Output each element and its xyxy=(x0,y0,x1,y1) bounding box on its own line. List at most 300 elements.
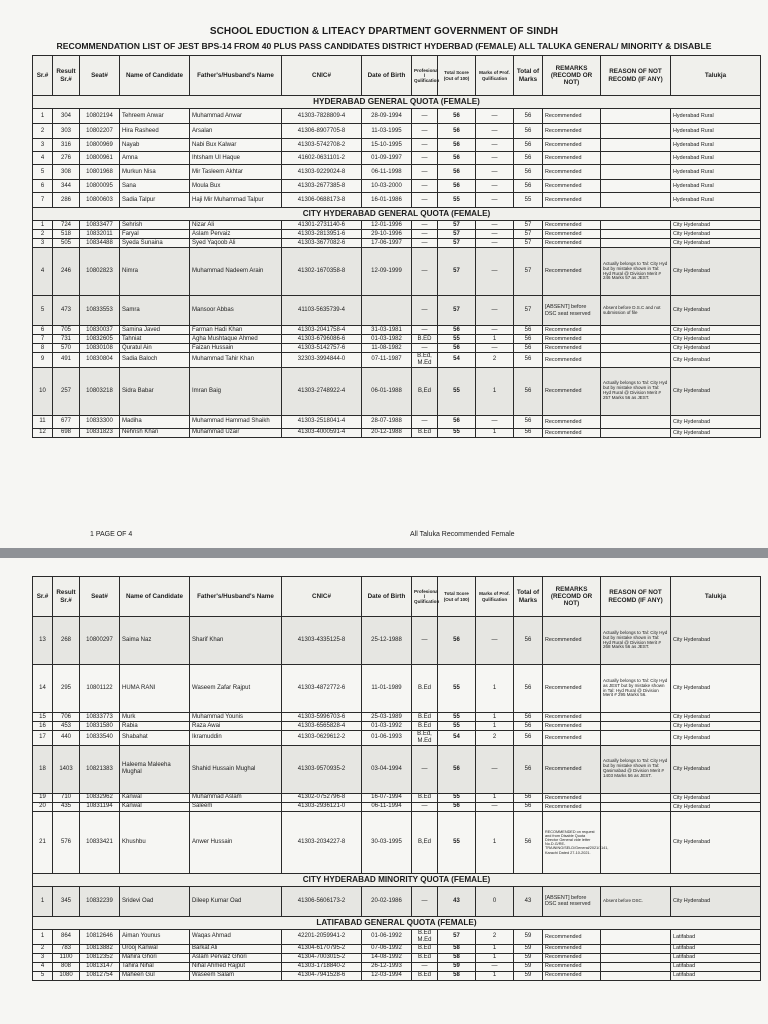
row-taluka: City Hyderabad xyxy=(671,326,761,335)
row-candidate-name: Samra xyxy=(120,296,190,326)
row-reason xyxy=(601,326,671,335)
row-reason xyxy=(601,124,671,139)
row-remarks: Recommended xyxy=(543,617,601,665)
row-father-name: Faizan Hussain xyxy=(190,344,282,353)
section-header-row xyxy=(33,873,761,886)
row-seat: 10802207 xyxy=(80,124,120,139)
row-dob: 17-06-1997 xyxy=(362,239,412,248)
table-row xyxy=(33,811,761,873)
col-taluka: Talukja xyxy=(671,577,761,617)
row-prof-marks: 1 xyxy=(476,713,514,722)
row-prof-qualification: — xyxy=(412,745,438,793)
col-total-score: Total Score (Out of 100) xyxy=(438,56,476,96)
table-row xyxy=(33,344,761,353)
row-reason xyxy=(601,152,671,165)
row-seat: 10813147 xyxy=(80,962,120,971)
row-candidate-name: Madiha xyxy=(120,415,190,428)
row-total-marks: 59 xyxy=(514,953,543,962)
row-cnic: 41303-6796086-6 xyxy=(282,335,362,344)
row-father-name: Mir Tasleem Akhtar xyxy=(190,165,282,180)
row-father-name: Sharif Khan xyxy=(190,617,282,665)
row-result-sr: 491 xyxy=(53,353,80,368)
row-seat: 10833477 xyxy=(80,221,120,230)
row-father-name: Nizar Ali xyxy=(190,221,282,230)
row-total-score: 56 xyxy=(438,344,476,353)
row-prof-qualification: B.Ed xyxy=(412,428,438,437)
row-total-marks: 56 xyxy=(514,180,543,193)
table-row xyxy=(33,221,761,230)
row-dob xyxy=(362,296,412,326)
row-remarks: Recommended xyxy=(543,802,601,811)
recommendation-table-page-1 xyxy=(32,55,761,438)
row-seat: 10830804 xyxy=(80,353,120,368)
page-number: 1 PAGE OF 4 xyxy=(90,531,133,538)
row-sr: 2 xyxy=(33,944,53,953)
row-total-marks: 57 xyxy=(514,239,543,248)
col-seat: Seat# xyxy=(80,56,120,96)
row-seat: 10801968 xyxy=(80,165,120,180)
row-reason xyxy=(601,713,671,722)
row-total-marks: 56 xyxy=(514,731,543,746)
row-seat: 10832962 xyxy=(80,793,120,802)
table-row xyxy=(33,248,761,296)
row-total-score: 58 xyxy=(438,971,476,980)
row-seat: 10812754 xyxy=(80,971,120,980)
row-result-sr: 435 xyxy=(53,802,80,811)
row-prof-marks: — xyxy=(476,326,514,335)
row-cnic: 41304-6170795-2 xyxy=(282,944,362,953)
row-candidate-name: Tahniat xyxy=(120,335,190,344)
row-total-marks: 57 xyxy=(514,230,543,239)
table-row xyxy=(33,165,761,180)
row-cnic: 41303-4872772-6 xyxy=(282,665,362,713)
row-reason: Actually belongs to Tal: City Hyd but by mistake shown in Tal: Hyd Rural @ Division Merit # 246 Marks 57 as JEST. xyxy=(601,248,671,296)
row-sr: 2 xyxy=(33,124,53,139)
row-seat: 10813882 xyxy=(80,944,120,953)
row-sr: 2 xyxy=(33,230,53,239)
row-father-name: Muhammad Nadeem Arain xyxy=(190,248,282,296)
row-candidate-name: Nehrish Khan xyxy=(120,428,190,437)
table-header-row xyxy=(33,577,761,617)
row-father-name: Dileep Kumar Oad xyxy=(190,886,282,916)
row-result-sr: 303 xyxy=(53,124,80,139)
col-dob: Date of Birth xyxy=(362,577,412,617)
row-seat: 10833300 xyxy=(80,415,120,428)
row-dob: 31-03-1981 xyxy=(362,326,412,335)
col-cnic: CNIC# xyxy=(282,56,362,96)
row-prof-qualification: — xyxy=(412,326,438,335)
row-father-name: Farman Hadi Khan xyxy=(190,326,282,335)
row-prof-marks: 1 xyxy=(476,793,514,802)
row-dob: 16-07-1994 xyxy=(362,793,412,802)
row-prof-qualification: — xyxy=(412,248,438,296)
row-dob: 01-09-1997 xyxy=(362,152,412,165)
row-prof-marks: 1 xyxy=(476,335,514,344)
row-candidate-name: Syeda Sunaina xyxy=(120,239,190,248)
row-total-score: 55 xyxy=(438,428,476,437)
section-title: LATIFABAD GENERAL QUOTA (FEMALE) xyxy=(33,916,761,929)
row-reason xyxy=(601,180,671,193)
row-candidate-name: Haleema Maleeha Mughal xyxy=(120,745,190,793)
row-taluka: Hyderabad Rural xyxy=(671,165,761,180)
row-taluka: City Hyderabad xyxy=(671,731,761,746)
row-seat: 10832011 xyxy=(80,230,120,239)
row-prof-marks: 1 xyxy=(476,367,514,415)
row-prof-qualification: — xyxy=(412,962,438,971)
row-sr: 17 xyxy=(33,731,53,746)
row-taluka: City Hyderabad xyxy=(671,713,761,722)
row-prof-marks: 1 xyxy=(476,665,514,713)
row-sr: 7 xyxy=(33,335,53,344)
row-remarks: Recommended xyxy=(543,713,601,722)
row-prof-qualification: B,Ed xyxy=(412,367,438,415)
row-father-name: Anwer Hussain xyxy=(190,811,282,873)
row-dob: 11-01-1989 xyxy=(362,665,412,713)
row-prof-qualification: — xyxy=(412,109,438,124)
row-father-name: Moula Bux xyxy=(190,180,282,193)
row-sr: 16 xyxy=(33,722,53,731)
row-remarks: Recommended xyxy=(543,239,601,248)
row-remarks: Recommended xyxy=(543,929,601,944)
row-prof-marks: — xyxy=(476,152,514,165)
row-cnic: 41103-5635739-4 xyxy=(282,296,362,326)
row-sr: 9 xyxy=(33,353,53,368)
row-reason: Actually belongs to Tal: City Hyd but by mistake shown in Tal: Hyd Rural @ Division Merit # 268 Marks 56 as JEST. xyxy=(601,617,671,665)
row-cnic: 32303-3994844-0 xyxy=(282,353,362,368)
row-cnic: 41303-6565828-4 xyxy=(282,722,362,731)
row-candidate-name: Kanwal xyxy=(120,793,190,802)
row-father-name: Agha Mushtaque Ahmed xyxy=(190,335,282,344)
col-seat: Seat# xyxy=(80,577,120,617)
section-header-row xyxy=(33,208,761,221)
row-taluka: City Hyderabad xyxy=(671,802,761,811)
table-row xyxy=(33,152,761,165)
row-remarks: Recommended xyxy=(543,665,601,713)
row-dob: 12-09-1999 xyxy=(362,248,412,296)
table-row xyxy=(33,109,761,124)
row-prof-marks: — xyxy=(476,296,514,326)
row-seat: 10803218 xyxy=(80,367,120,415)
row-prof-marks: 2 xyxy=(476,929,514,944)
row-seat: 10802194 xyxy=(80,109,120,124)
row-candidate-name: Hira Rasheed xyxy=(120,124,190,139)
row-prof-marks: 1 xyxy=(476,722,514,731)
row-prof-marks: 2 xyxy=(476,353,514,368)
row-total-score: 55 xyxy=(438,193,476,208)
row-prof-marks: — xyxy=(476,415,514,428)
row-remarks: Recommended xyxy=(543,124,601,139)
row-seat: 10800969 xyxy=(80,139,120,152)
row-sr: 4 xyxy=(33,962,53,971)
row-remarks: Recommended xyxy=(543,722,601,731)
row-remarks: Recommended xyxy=(543,230,601,239)
row-total-score: 56 xyxy=(438,617,476,665)
row-taluka: City Hyderabad xyxy=(671,617,761,665)
row-taluka: City Hyderabad xyxy=(671,665,761,713)
row-total-score: 58 xyxy=(438,944,476,953)
row-result-sr: 316 xyxy=(53,139,80,152)
row-result-sr: 345 xyxy=(53,886,80,916)
row-dob: 28-07-1988 xyxy=(362,415,412,428)
table-row xyxy=(33,353,761,368)
col-total-marks: Total of Marks xyxy=(514,56,543,96)
row-candidate-name: Sidra Babar xyxy=(120,367,190,415)
col-result-sr: Result Sr.# xyxy=(53,577,80,617)
col-taluka: Talukja xyxy=(671,56,761,96)
table-row xyxy=(33,180,761,193)
row-taluka: City Hyderabad xyxy=(671,722,761,731)
row-father-name: Muhammad Uzair xyxy=(190,428,282,437)
row-prof-qualification: — xyxy=(412,802,438,811)
row-dob: 10-03-2000 xyxy=(362,180,412,193)
row-candidate-name: Amna xyxy=(120,152,190,165)
row-reason xyxy=(601,109,671,124)
row-total-marks: 56 xyxy=(514,165,543,180)
row-reason xyxy=(601,953,671,962)
row-dob: 28-09-1994 xyxy=(362,109,412,124)
row-total-marks: 59 xyxy=(514,971,543,980)
row-cnic: 41302-1670358-8 xyxy=(282,248,362,296)
row-total-marks: 56 xyxy=(514,109,543,124)
row-total-marks: 56 xyxy=(514,335,543,344)
col-remarks: REMARKS (RECOMD OR NOT) xyxy=(543,577,601,617)
row-total-score: 55 xyxy=(438,335,476,344)
row-taluka: Hyderabad Rural xyxy=(671,124,761,139)
row-prof-marks: 1 xyxy=(476,944,514,953)
row-father-name: Muhammad Tahir Khan xyxy=(190,353,282,368)
row-candidate-name: Shabahat xyxy=(120,731,190,746)
col-remarks: REMARKS (RECOMD OR NOT) xyxy=(543,56,601,96)
row-prof-qualification: — xyxy=(412,139,438,152)
row-taluka: City Hyderabad xyxy=(671,335,761,344)
row-reason xyxy=(601,335,671,344)
row-dob: 20-02-1986 xyxy=(362,886,412,916)
row-total-score: 57 xyxy=(438,230,476,239)
row-dob: 26-12-1993 xyxy=(362,962,412,971)
row-total-score: 59 xyxy=(438,962,476,971)
row-total-marks: 56 xyxy=(514,428,543,437)
row-remarks: Recommended xyxy=(543,367,601,415)
row-prof-marks: — xyxy=(476,802,514,811)
table-row xyxy=(33,962,761,971)
row-prof-qualification: B.Ed, M.Ed xyxy=(412,731,438,746)
row-taluka: City Hyderabad xyxy=(671,745,761,793)
row-father-name: Mansoor Abbas xyxy=(190,296,282,326)
row-candidate-name: Sadia Talpur xyxy=(120,193,190,208)
row-cnic: 41602-0631101-2 xyxy=(282,152,362,165)
row-result-sr: 286 xyxy=(53,193,80,208)
row-cnic: 41306-5606173-2 xyxy=(282,886,362,916)
row-sr: 5 xyxy=(33,165,53,180)
row-reason xyxy=(601,221,671,230)
row-reason xyxy=(601,962,671,971)
row-father-name: Saleem xyxy=(190,802,282,811)
row-result-sr: 295 xyxy=(53,665,80,713)
row-taluka: City Hyderabad xyxy=(671,811,761,873)
row-remarks: Recommended xyxy=(543,248,601,296)
row-father-name: Muhammad Hammad Shaikh xyxy=(190,415,282,428)
row-total-marks: 56 xyxy=(514,326,543,335)
row-candidate-name: Rabia xyxy=(120,722,190,731)
row-sr: 6 xyxy=(33,326,53,335)
table-header-row xyxy=(33,56,761,96)
row-total-marks: 56 xyxy=(514,811,543,873)
row-total-score: 57 xyxy=(438,296,476,326)
row-total-marks: 43 xyxy=(514,886,543,916)
row-candidate-name: Murkun Nisa xyxy=(120,165,190,180)
row-sr: 1 xyxy=(33,221,53,230)
row-result-sr: 1080 xyxy=(53,971,80,980)
row-taluka: Latifabad xyxy=(671,971,761,980)
row-total-score: 56 xyxy=(438,152,476,165)
row-reason xyxy=(601,793,671,802)
row-remarks: Recommended xyxy=(543,731,601,746)
row-dob: 30-03-1995 xyxy=(362,811,412,873)
row-father-name: Nihal Ahmed Rajput xyxy=(190,962,282,971)
table-row xyxy=(33,617,761,665)
row-total-score: 58 xyxy=(438,953,476,962)
row-total-marks: 56 xyxy=(514,344,543,353)
row-taluka: Latifabad xyxy=(671,953,761,962)
row-total-marks: 57 xyxy=(514,296,543,326)
page-footer-title: All Taluka Recommended Female xyxy=(410,531,515,538)
row-cnic: 41303-2813951-6 xyxy=(282,230,362,239)
col-name: Name of Candidate xyxy=(120,577,190,617)
row-father-name: Shahid Hussain Mughal xyxy=(190,745,282,793)
row-father-name: Arsalan xyxy=(190,124,282,139)
row-result-sr: 246 xyxy=(53,248,80,296)
row-total-score: 55 xyxy=(438,722,476,731)
row-remarks: Recommended xyxy=(543,139,601,152)
row-prof-qualification: — xyxy=(412,124,438,139)
row-remarks: [ABSENT] before DSC seat reserved xyxy=(543,886,601,916)
row-result-sr: 268 xyxy=(53,617,80,665)
row-dob: 06-11-1994 xyxy=(362,802,412,811)
list-heading: RECOMMENDATION LIST OF JEST BPS-14 FROM 40 PLUS PASS CANDIDATES DISTRICT HYDERBAD (FEMALE) ALL TALUKA GENERAL/ MINORITY & DISABLE xyxy=(56,41,712,51)
table-row xyxy=(33,415,761,428)
recommendation-table-page-2 xyxy=(32,576,761,981)
row-dob: 11-08-1982 xyxy=(362,344,412,353)
row-result-sr: 304 xyxy=(53,109,80,124)
row-sr: 7 xyxy=(33,193,53,208)
row-reason xyxy=(601,193,671,208)
row-reason xyxy=(601,802,671,811)
row-seat: 10833773 xyxy=(80,713,120,722)
row-father-name: Ihtsham Ul Haque xyxy=(190,152,282,165)
row-father-name: Aslam Pervaiz xyxy=(190,230,282,239)
col-total-marks: Total of Marks xyxy=(514,577,543,617)
row-prof-marks: — xyxy=(476,617,514,665)
row-candidate-name: Kanwal xyxy=(120,802,190,811)
col-reason: REASON OF NOT RECOMD (IF ANY) xyxy=(601,577,671,617)
row-reason xyxy=(601,239,671,248)
row-remarks: Recommended xyxy=(543,793,601,802)
row-prof-qualification: — xyxy=(412,415,438,428)
row-cnic: 41303-9570935-2 xyxy=(282,745,362,793)
row-result-sr: 257 xyxy=(53,367,80,415)
row-remarks: Recommended xyxy=(543,953,601,962)
row-remarks: Recommended xyxy=(543,326,601,335)
row-sr: 6 xyxy=(33,180,53,193)
row-reason xyxy=(601,971,671,980)
row-father-name: Muhammad Younis xyxy=(190,713,282,722)
row-total-score: 55 xyxy=(438,811,476,873)
row-father-name: Waseem Zafar Rajput xyxy=(190,665,282,713)
row-remarks: Recommended xyxy=(543,221,601,230)
row-dob: 11-03-1995 xyxy=(362,124,412,139)
row-dob: 01-06-1993 xyxy=(362,731,412,746)
section-title: HYDERABAD GENERAL QUOTA (FEMALE) xyxy=(33,96,761,109)
row-father-name: Nabi Bux Kalwar xyxy=(190,139,282,152)
row-reason xyxy=(601,428,671,437)
row-taluka: City Hyderabad xyxy=(671,353,761,368)
row-cnic: 41306-8907705-8 xyxy=(282,124,362,139)
row-prof-marks: 1 xyxy=(476,428,514,437)
row-cnic: 41303-2677385-8 xyxy=(282,180,362,193)
row-taluka: Latifabad xyxy=(671,944,761,953)
row-remarks: [ABSENT] before DSC seat reserved xyxy=(543,296,601,326)
row-total-score: 56 xyxy=(438,165,476,180)
row-dob: 07-11-1987 xyxy=(362,353,412,368)
row-total-score: 56 xyxy=(438,180,476,193)
row-remarks: Recommended xyxy=(543,335,601,344)
table-row xyxy=(33,239,761,248)
row-prof-qualification: B.ED xyxy=(412,335,438,344)
section-title: CITY HYDERABAD MINORITY QUOTA (FEMALE) xyxy=(33,873,761,886)
col-marks-prof: Marks of Prof. Qulification xyxy=(476,56,514,96)
row-reason xyxy=(601,722,671,731)
row-father-name: Syed Yaqoob Ali xyxy=(190,239,282,248)
row-result-sr: 1403 xyxy=(53,745,80,793)
row-result-sr: 731 xyxy=(53,335,80,344)
row-father-name: Imran Baig xyxy=(190,367,282,415)
row-sr: 21 xyxy=(33,811,53,873)
row-total-marks: 59 xyxy=(514,962,543,971)
row-seat: 10833553 xyxy=(80,296,120,326)
row-father-name: Waqas Ahmad xyxy=(190,929,282,944)
row-reason xyxy=(601,353,671,368)
row-prof-marks: — xyxy=(476,165,514,180)
row-seat: 10833421 xyxy=(80,811,120,873)
row-taluka: Hyderabad Rural xyxy=(671,139,761,152)
row-result-sr: 505 xyxy=(53,239,80,248)
row-prof-marks: — xyxy=(476,239,514,248)
row-total-marks: 56 xyxy=(514,713,543,722)
row-cnic: 41303-2748922-4 xyxy=(282,367,362,415)
row-prof-marks: 2 xyxy=(476,731,514,746)
row-remarks: Recommended xyxy=(543,971,601,980)
row-candidate-name: Tehreem Anwar xyxy=(120,109,190,124)
row-cnic: 42201-2059941-2 xyxy=(282,929,362,944)
row-result-sr: 308 xyxy=(53,165,80,180)
row-total-score: 56 xyxy=(438,139,476,152)
row-candidate-name: Murk xyxy=(120,713,190,722)
row-taluka: Latifabad xyxy=(671,962,761,971)
row-prof-qualification: — xyxy=(412,886,438,916)
row-dob: 16-01-1986 xyxy=(362,193,412,208)
row-prof-qualification: B.Ed xyxy=(412,953,438,962)
row-cnic: 41301-2731140-6 xyxy=(282,221,362,230)
row-total-score: 55 xyxy=(438,793,476,802)
row-prof-qualification: — xyxy=(412,193,438,208)
row-cnic: 41303-2936121-0 xyxy=(282,802,362,811)
row-taluka: Hyderabad Rural xyxy=(671,109,761,124)
row-prof-marks: — xyxy=(476,139,514,152)
row-sr: 5 xyxy=(33,971,53,980)
row-seat: 10832605 xyxy=(80,335,120,344)
table-row xyxy=(33,335,761,344)
row-total-marks: 56 xyxy=(514,722,543,731)
